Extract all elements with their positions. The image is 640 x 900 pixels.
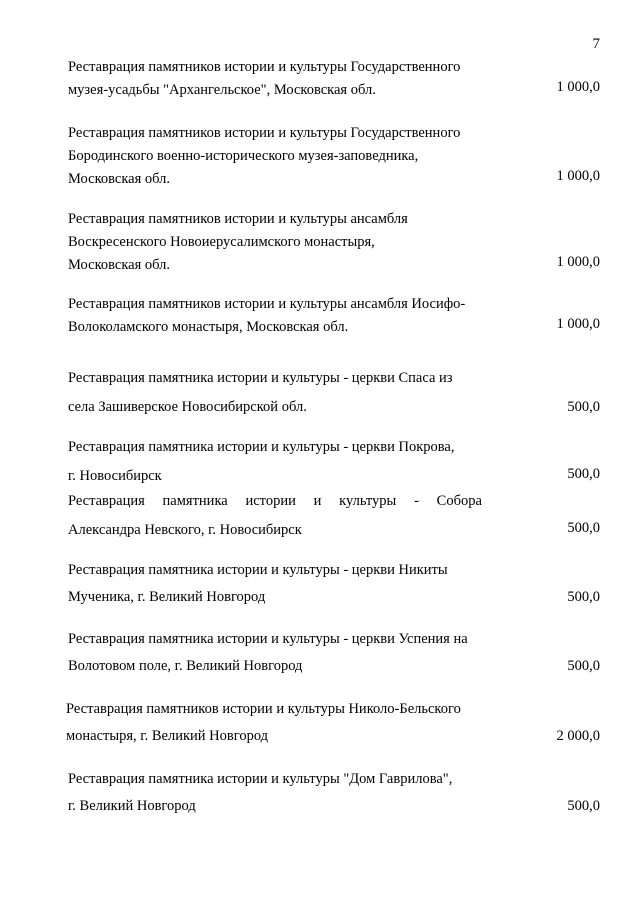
page-number: 7 [592,36,600,52]
word: Реставрация [68,493,145,509]
entry-line: Бородинского военно-исторического музея-заповедника, [68,148,419,164]
entry-line: Реставрация памятников истории и культуры Государственного [68,59,461,75]
entry-line: Реставрация памятника истории и культуры "Дом Гаврилова", [68,771,453,787]
entry-line: Мученика, г. Великий Новгород [68,589,266,605]
entry-description [68,766,488,820]
word: - [414,493,419,509]
entry-description [68,122,488,191]
entry-amount: 500,0 [567,798,600,814]
entry-line: Московская обл. [68,257,171,273]
word: памятника [162,493,228,509]
entry-amount: 500,0 [567,589,600,605]
entry-amount: 500,0 [567,466,600,482]
entry-amount: 500,0 [567,399,600,415]
entry-line: г. Великий Новгород [68,798,196,814]
entry-description [68,293,488,339]
entry-line: Волоколамского монастыря, Московская обл. [68,319,349,335]
entry-line: монастыря, г. Великий Новгород [66,728,269,744]
entry-description [68,433,488,491]
entry-description [68,56,488,102]
entry-line: Реставрация памятника истории и культуры - церкви Покрова, [68,439,455,455]
entry-description [68,208,488,277]
entry-amount: 1 000,0 [556,254,600,270]
entry-amount: 1 000,0 [556,316,600,332]
entry-amount: 2 000,0 [556,728,600,744]
entry-amount: 500,0 [567,658,600,674]
word: Собора [436,493,482,509]
entry-line: Александра Невского, г. Новосибирск [68,522,302,538]
entry-line: г. Новосибирск [68,468,162,484]
entry-description [68,364,488,422]
entry-line: Реставрация памятника истории и культуры - церкви Никиты [68,562,448,578]
entry-amount: 1 000,0 [556,168,600,184]
entry-line: Реставрация памятников истории и культуры Николо-Бельского [66,701,461,717]
entry-line: Московская обл. [68,171,171,187]
entry-amount: 1 000,0 [556,79,600,95]
entry-line: Реставрация памятников истории и культуры ансамбля Иосифо- [68,296,466,312]
entry-line: Реставрация памятников истории и культуры Государственного [68,125,461,141]
entry-amount: 500,0 [567,520,600,536]
word: истории [245,493,296,509]
entry-line: Реставрация памятника истории и культуры - церкви Спаса из [68,370,453,386]
entry-line: Волотовом поле, г. Великий Новгород [68,658,303,674]
entry-description [68,626,488,680]
entry-line: музея-усадьбы "Архангельское", Московская обл. [68,82,376,98]
entry-line-justified [68,487,482,516]
word: и [313,493,322,509]
entry-description [68,557,488,611]
entry-description [68,487,488,545]
entry-line: села Зашиверское Новосибирской обл. [68,399,307,415]
entry-description [66,696,486,750]
entry-line: Реставрация памятников истории и культуры ансамбля [68,211,408,227]
entry-line: Воскресенского Новоиерусалимского монастыря, [68,234,375,250]
entry-line: Реставрация памятника истории и культуры - церкви Успения на [68,631,468,647]
word: культуры [339,493,397,509]
